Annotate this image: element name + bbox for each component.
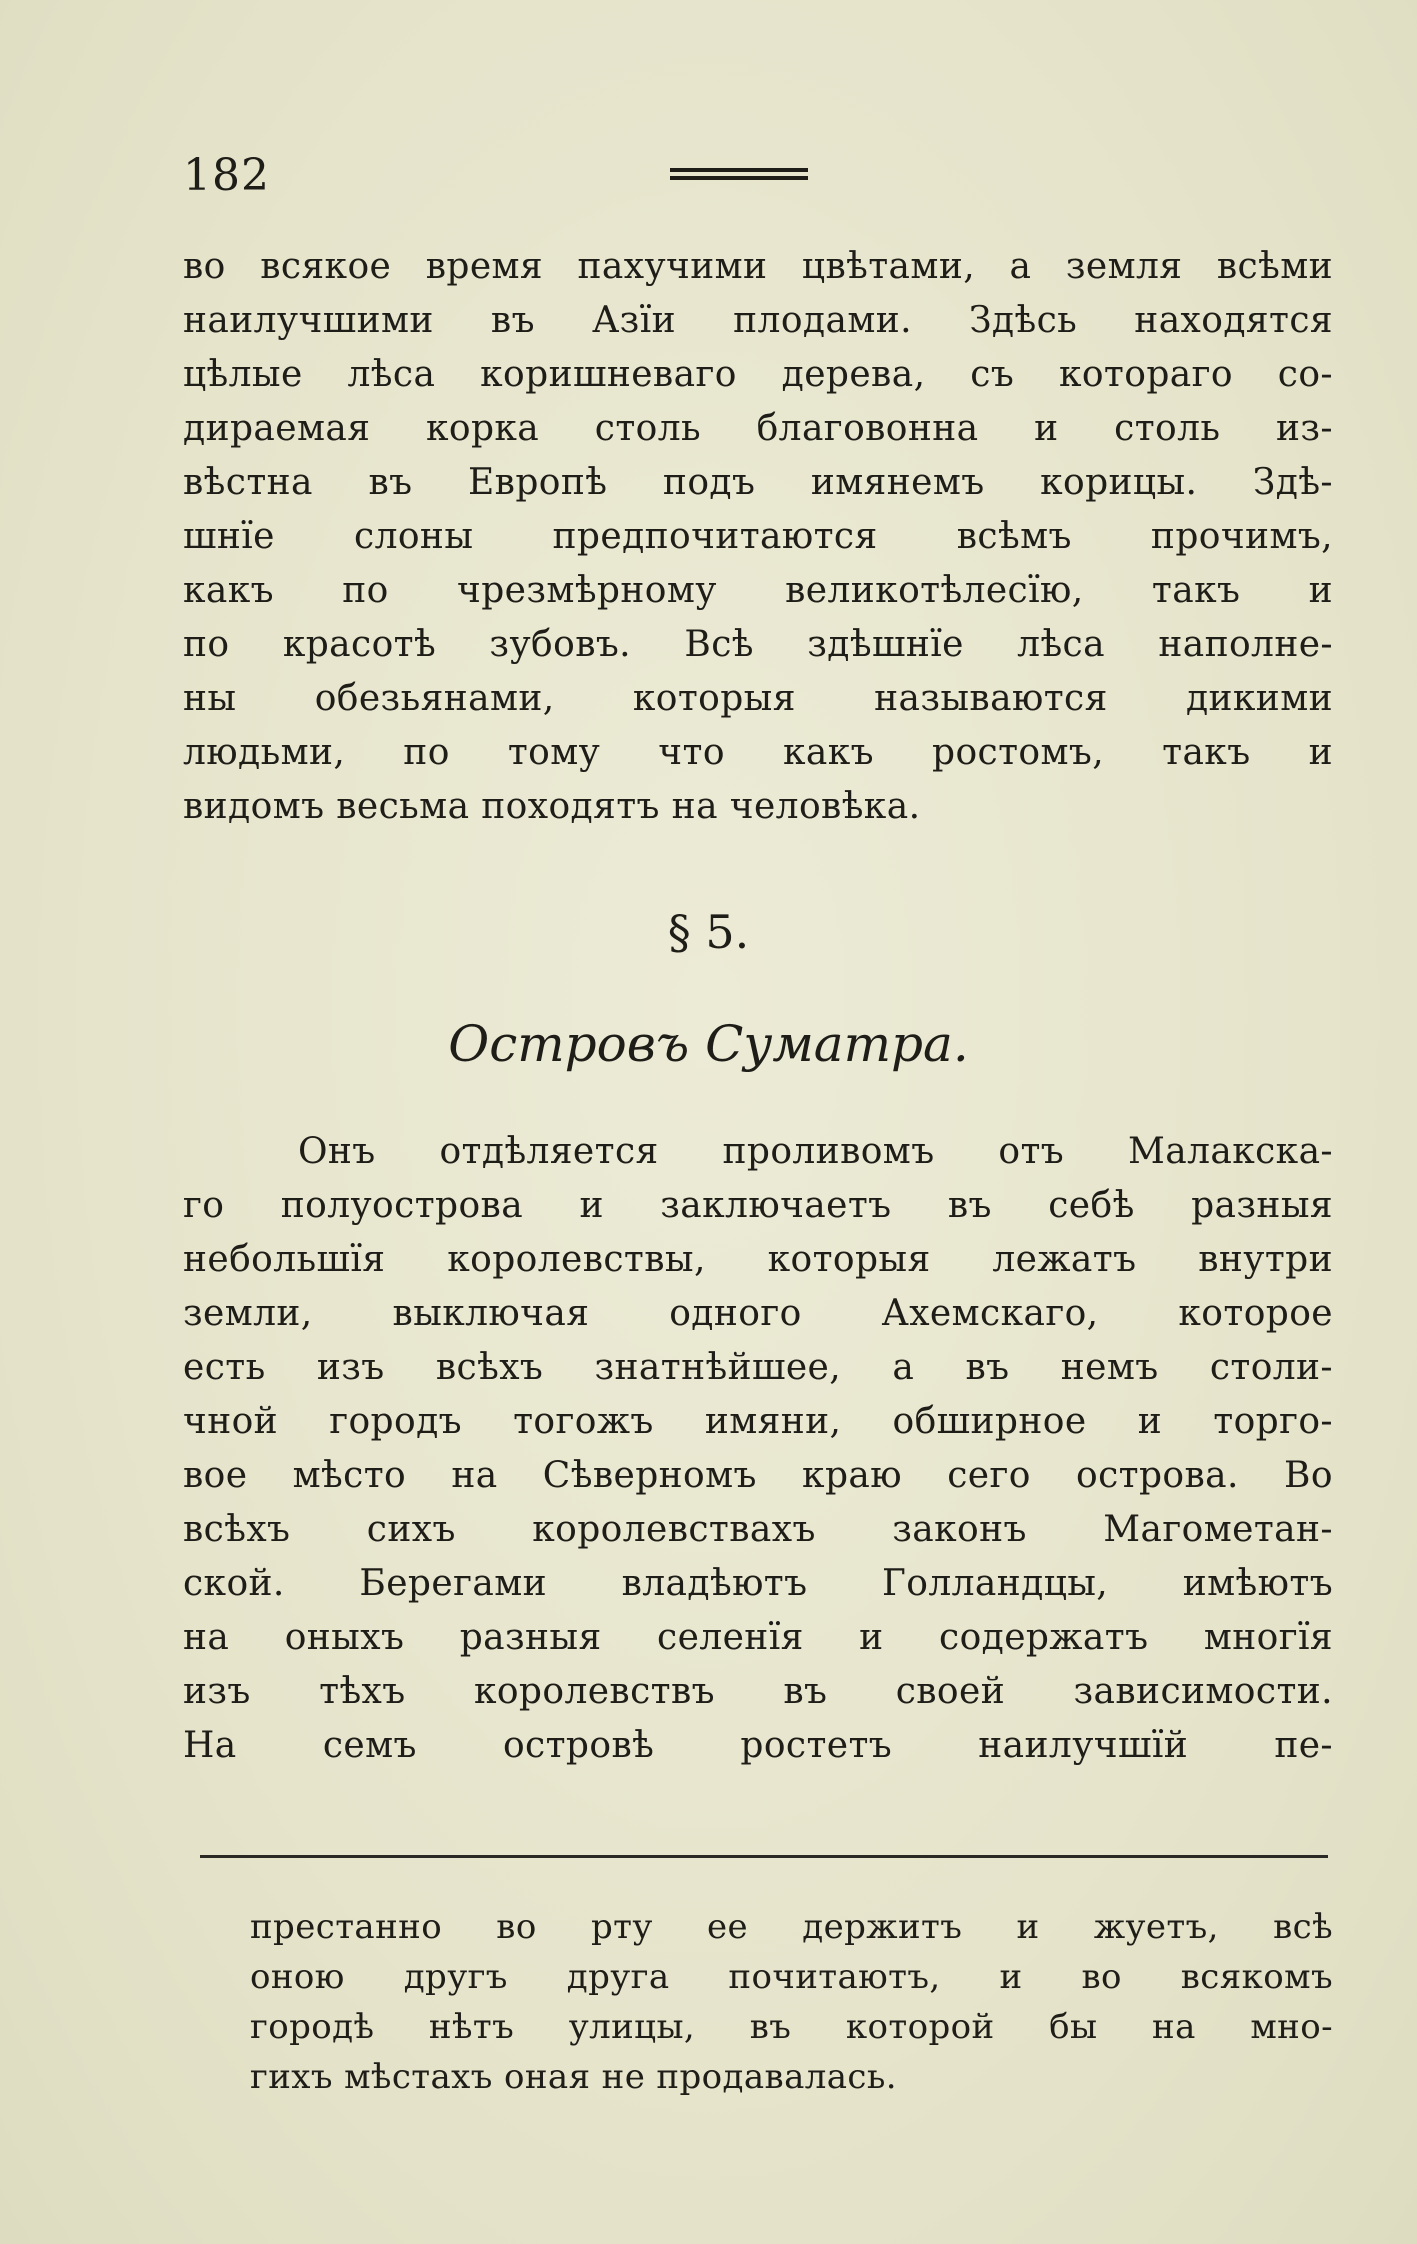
text-line: какъ по чрезмѣрному великотѣлесїю, такъ и: [183, 570, 1333, 611]
section-number: § 5.: [667, 905, 750, 959]
text-line: изъ тѣхъ королевствъ въ своей зависимости.: [183, 1671, 1333, 1712]
text-line: дираемая корка столь благовонна и столь из-: [183, 408, 1333, 449]
text-line: вое мѣсто на Сѣверномъ краю сего острова. Во: [183, 1455, 1333, 1496]
header-ornament-rule: [670, 168, 808, 184]
text-line: ской. Берегами владѣютъ Голландцы, имѣютъ: [183, 1563, 1333, 1604]
section-title: Островъ Суматра.: [448, 1015, 969, 1073]
footnote-line: оною другъ друга почитаютъ, и во всякомъ: [250, 1957, 1333, 1997]
text-line: вѣстна въ Европѣ подъ имянемъ корицы. Здѣ-: [183, 462, 1333, 503]
footnote-divider: [200, 1855, 1328, 1858]
text-line: наилучшими въ Азїи плодами. Здѣсь находятся: [183, 300, 1333, 341]
text-line: земли, выключая одного Ахемскаго, которое: [183, 1293, 1333, 1334]
paragraph-sumatra: [183, 1125, 1333, 1773]
text-line: ны обезьянами, которыя называются дикими: [183, 678, 1333, 719]
text-line: На семъ островѣ ростетъ наилучшїй пе-: [183, 1725, 1333, 1766]
text-line: видомъ весьма походятъ на человѣка.: [183, 786, 921, 827]
text-line: на оныхъ разныя селенїя и содержатъ многїя: [183, 1617, 1333, 1658]
paragraph-continuation: [183, 240, 1333, 834]
text-line: го полуострова и заключаетъ въ себѣ разныя: [183, 1185, 1333, 1226]
page-header: [183, 150, 1333, 210]
footnote-line: городѣ нѣтъ улицы, въ которой бы на мно-: [250, 2007, 1333, 2047]
footnote: [250, 1902, 1333, 2102]
text-line: людьми, по тому что какъ ростомъ, такъ и: [183, 732, 1333, 773]
text-line: шнїе слоны предпочитаются всѣмъ прочимъ,: [183, 516, 1333, 557]
text-line: небольшїя королевствы, которыя лежатъ внутри: [183, 1239, 1333, 1280]
text-line: всѣхъ сихъ королевствахъ законъ Магометан-: [183, 1509, 1333, 1550]
text-line: во всякое время пахучими цвѣтами, а земля всѣми: [183, 246, 1333, 287]
text-line: цѣлые лѣса коришневаго дерева, съ котораго со-: [183, 354, 1333, 395]
text-line: чной городъ тогожъ имяни, обширное и торго-: [183, 1401, 1333, 1442]
text-line: Онъ отдѣляется проливомъ отъ Малакска-: [298, 1131, 1333, 1172]
text-line: есть изъ всѣхъ знатнѣйшее, а въ немъ столи-: [183, 1347, 1333, 1388]
footnote-line: гихъ мѣстахъ оная не продавалась.: [250, 2057, 897, 2097]
text-line: по красотѣ зубовъ. Всѣ здѣшнїе лѣса наполне-: [183, 624, 1333, 665]
footnote-line: престанно во рту ее держитъ и жуетъ, всѣ: [250, 1907, 1333, 1947]
page-number: 182: [183, 150, 270, 201]
